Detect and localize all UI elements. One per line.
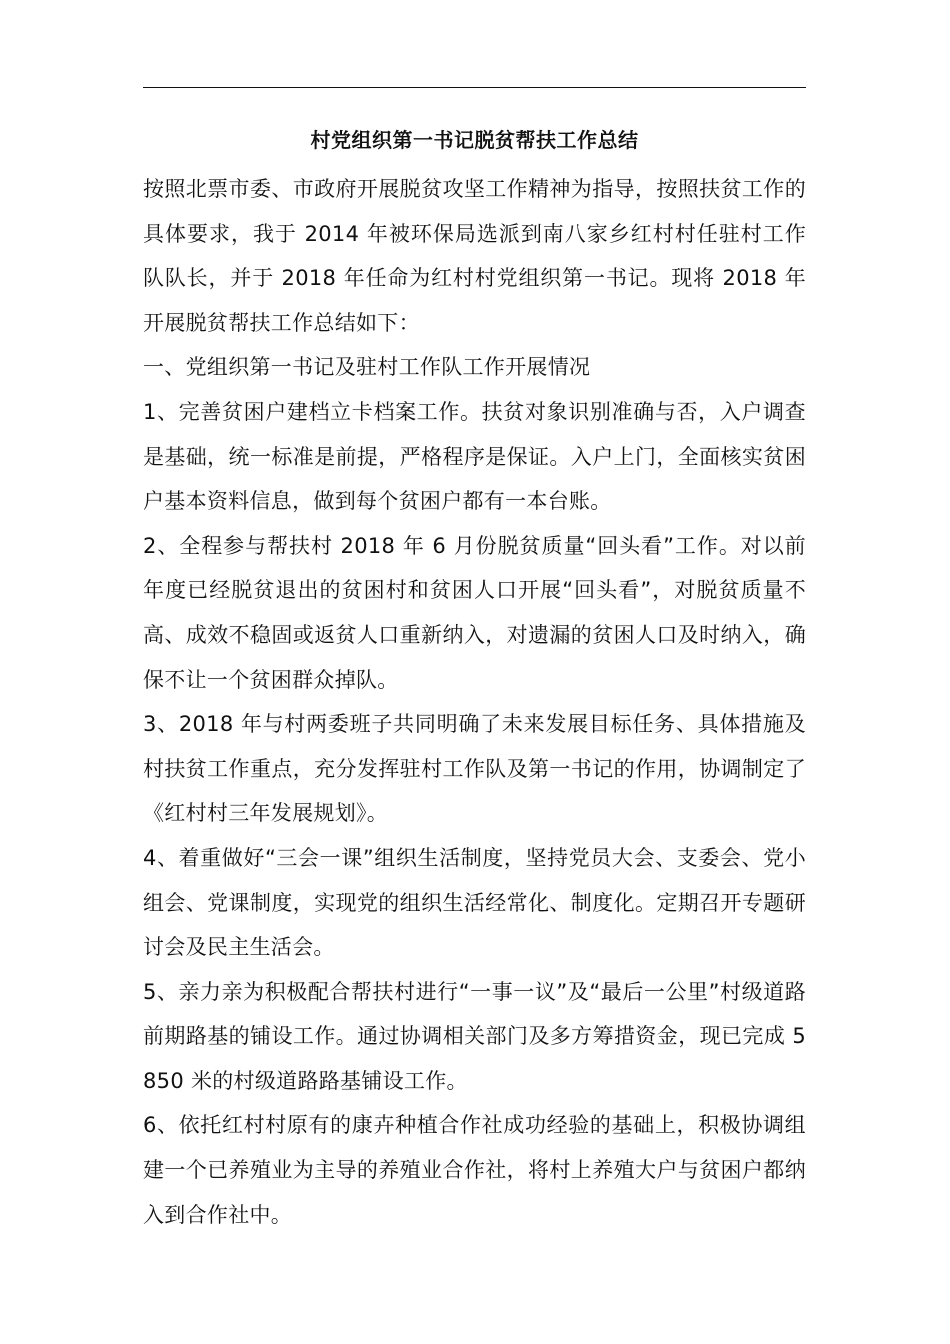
item-paragraph: 4、着重做好“三会一课”组织生活制度，坚持党员大会、支委会、党小组会、党课制度，实现党的组织生活经常化、制度化。定期召开专题研讨会及民主生活会。 [143, 845, 806, 960]
document-body [143, 167, 806, 1237]
document-title: 村党组织第一书记脱贫帮扶工作总结 [310, 128, 639, 152]
item-paragraph: 6、依托红村村原有的康卉种植合作社成功经验的基础上，积极协调组建一个已养殖业为主导的养殖业合作社，将村上养殖大户与贫困户都纳入到合作社中。 [143, 1113, 806, 1227]
section-heading: 一、党组织第一书记及驻村工作队工作开展情况 [143, 355, 591, 380]
header-rule [143, 87, 806, 88]
item-paragraph: 1、完善贫困户建档立卡档案工作。扶贫对象识别准确与否，入户调查是基础，统一标准是前提，严格程序是保证。入户上门，全面核实贫困户基本资料信息，做到每个贫困户都有一本台账。 [143, 399, 806, 514]
item-paragraph: 5、亲力亲为积极配合帮扶村进行“一事一议”及“最后一公里”村级道路前期路基的铺设工作。通过协调相关部门及多方筹措资金，现已完成 5850 米的村级道路路基铺设工作。 [143, 979, 806, 1093]
item-paragraph: 3、2018 年与村两委班子共同明确了未来发展目标任务、具体措施及村扶贫工作重点，充分发挥驻村工作队及第一书记的作用，协调制定了《红村村三年发展规划》。 [143, 712, 806, 826]
intro-paragraph: 按照北票市委、市政府开展脱贫攻坚工作精神为指导，按照扶贫工作的具体要求，我于 2014 年被环保局选派到南八家乡红村村任驻村工作队队长，并于 2018 年任命为红村村党组织第一书记。现将 2018 年开展脱贫帮扶工作总结如下： [143, 177, 806, 335]
item-paragraph: 2、全程参与帮扶村 2018 年 6 月份脱贫质量“回头看”工作。对以前年度已经脱贫退出的贫困村和贫困人口开展“回头看”，对脱贫质量不高、成效不稳固或返贫人口重新纳入，对遗漏的贫困人口及时纳入，确保不让一个贫困群众掉队。 [143, 533, 806, 692]
